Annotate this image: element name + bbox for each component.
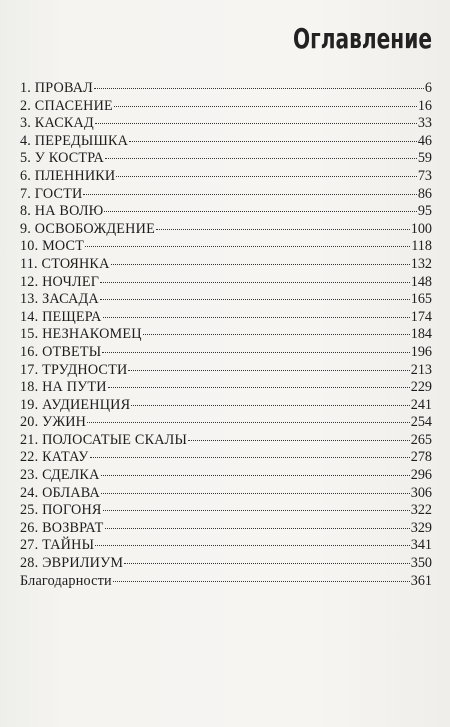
toc-entry-page-number: 6 bbox=[424, 80, 432, 96]
toc-entry bbox=[20, 520, 432, 538]
toc-entry-page-number: 174 bbox=[410, 308, 432, 325]
toc-entry-title: 6. ПЛЕННИКИ bbox=[20, 167, 116, 184]
toc-entry-page-number: 265 bbox=[410, 431, 432, 448]
page-title: Оглавление bbox=[293, 22, 432, 55]
toc-entry-page-number: 278 bbox=[410, 449, 432, 466]
toc-entry bbox=[20, 362, 432, 380]
toc-entry bbox=[20, 133, 432, 151]
dot-leader bbox=[90, 457, 410, 458]
dot-leader bbox=[101, 493, 410, 494]
toc-entry bbox=[20, 80, 432, 98]
dot-leader bbox=[156, 229, 410, 230]
toc-entry-title: 10. МОСТ bbox=[20, 238, 85, 255]
toc-entry bbox=[20, 256, 432, 274]
toc-entry-page-number: 100 bbox=[410, 220, 432, 237]
toc-entry bbox=[20, 344, 432, 362]
toc-entry bbox=[20, 221, 432, 239]
dot-leader bbox=[103, 510, 410, 511]
toc-entry-title: 26. ВОЗВРАТ bbox=[20, 519, 104, 536]
toc-entry-title: 11. СТОЯНКА bbox=[20, 255, 110, 272]
dot-leader bbox=[83, 194, 416, 195]
dot-leader bbox=[129, 141, 417, 142]
toc-entry bbox=[20, 309, 432, 327]
toc-entry bbox=[20, 502, 432, 520]
toc-entry-title: 18. НА ПУТИ bbox=[20, 379, 107, 396]
dot-leader bbox=[100, 299, 410, 300]
toc-entry-page-number: 229 bbox=[410, 379, 432, 396]
toc-entry bbox=[20, 573, 432, 591]
toc-entry-title: 12. НОЧЛЕГ bbox=[20, 273, 100, 290]
toc-entry-page-number: 86 bbox=[417, 185, 432, 202]
toc-entry bbox=[20, 168, 432, 186]
toc-entry-page-number: 213 bbox=[410, 361, 432, 378]
toc-entry bbox=[20, 326, 432, 344]
toc-entry-title: 17. ТРУДНОСТИ bbox=[20, 361, 128, 378]
toc-entry-page-number: 73 bbox=[417, 167, 432, 184]
dot-leader bbox=[94, 88, 424, 89]
toc-entry-title: 2. СПАСЕНИЕ bbox=[20, 97, 113, 114]
toc-entry-page-number: 165 bbox=[410, 291, 432, 308]
toc-entry-page-number: 254 bbox=[410, 414, 432, 431]
toc-entry-page-number: 350 bbox=[410, 555, 432, 572]
toc-entry-title: 14. ПЕЩЕРА bbox=[20, 308, 102, 325]
toc-entry bbox=[20, 98, 432, 116]
toc-entry bbox=[20, 238, 432, 256]
dot-leader bbox=[95, 123, 417, 124]
toc-entry-page-number: 95 bbox=[417, 203, 432, 220]
dot-leader bbox=[95, 545, 410, 546]
toc-entry bbox=[20, 397, 432, 415]
toc-entry bbox=[20, 467, 432, 485]
toc-entry-title: 8. НА ВОЛЮ bbox=[20, 203, 104, 220]
toc-entry-title: 7. ГОСТИ bbox=[20, 185, 83, 202]
toc-entry bbox=[20, 449, 432, 467]
toc-entry-title: 9. ОСВОБОЖДЕНИЕ bbox=[20, 220, 155, 237]
toc-entry-title: 20. УЖИН bbox=[20, 414, 87, 431]
toc-entry-page-number: 329 bbox=[410, 519, 432, 536]
toc-entry-page-number: 33 bbox=[417, 115, 432, 132]
dot-leader bbox=[105, 528, 410, 529]
dot-leader bbox=[108, 387, 410, 388]
toc-entry-title: Благодарности bbox=[20, 572, 112, 589]
table-of-contents bbox=[20, 80, 432, 590]
dot-leader bbox=[100, 282, 410, 283]
dot-leader bbox=[103, 317, 410, 318]
toc-entry-title: 4. ПЕРЕДЫШКА bbox=[20, 132, 129, 149]
toc-entry bbox=[20, 291, 432, 309]
toc-entry-page-number: 322 bbox=[410, 502, 432, 519]
dot-leader bbox=[143, 334, 410, 335]
dot-leader bbox=[124, 563, 410, 564]
dot-leader bbox=[111, 264, 410, 265]
toc-entry-page-number: 59 bbox=[417, 150, 432, 167]
toc-entry-title: 21. ПОЛОСАТЫЕ СКАЛЫ bbox=[20, 431, 188, 448]
toc-entry bbox=[20, 555, 432, 573]
toc-entry bbox=[20, 432, 432, 450]
dot-leader bbox=[116, 176, 416, 177]
toc-entry-title: 13. ЗАСАДА bbox=[20, 291, 99, 308]
dot-leader bbox=[113, 581, 410, 582]
toc-entry-page-number: 148 bbox=[410, 273, 432, 290]
toc-entry-page-number: 196 bbox=[410, 343, 432, 360]
toc-entry-page-number: 118 bbox=[411, 238, 432, 255]
toc-entry-title: 23. СДЕЛКА bbox=[20, 467, 100, 484]
toc-entry bbox=[20, 203, 432, 221]
toc-entry bbox=[20, 150, 432, 168]
toc-entry bbox=[20, 414, 432, 432]
toc-entry-title: 3. КАСКАД bbox=[20, 115, 94, 132]
toc-entry bbox=[20, 379, 432, 397]
dot-leader bbox=[104, 211, 416, 212]
dot-leader bbox=[128, 370, 409, 371]
toc-entry-title: 1. ПРОВАЛ bbox=[20, 80, 93, 96]
toc-entry-page-number: 341 bbox=[410, 537, 432, 554]
toc-entry-page-number: 46 bbox=[417, 132, 432, 149]
toc-entry-title: 16. ОТВЕТЫ bbox=[20, 343, 102, 360]
toc-entry bbox=[20, 537, 432, 555]
toc-entry-title: 25. ПОГОНЯ bbox=[20, 502, 102, 519]
dot-leader bbox=[102, 352, 409, 353]
toc-entry-page-number: 241 bbox=[410, 396, 432, 413]
toc-entry-page-number: 361 bbox=[410, 572, 432, 589]
toc-entry bbox=[20, 274, 432, 292]
toc-entry bbox=[20, 186, 432, 204]
toc-entry bbox=[20, 115, 432, 133]
dot-leader bbox=[114, 106, 417, 107]
dot-leader bbox=[131, 405, 409, 406]
dot-leader bbox=[85, 246, 410, 247]
dot-leader bbox=[87, 422, 410, 423]
toc-entry-page-number: 16 bbox=[417, 97, 432, 114]
toc-entry-page-number: 306 bbox=[410, 484, 432, 501]
toc-entry-title: 15. НЕЗНАКОМЕЦ bbox=[20, 326, 142, 343]
toc-entry-page-number: 132 bbox=[410, 255, 432, 272]
dot-leader bbox=[188, 440, 410, 441]
toc-entry bbox=[20, 485, 432, 503]
dot-leader bbox=[105, 158, 417, 159]
toc-entry-title: 5. У КОСТРА bbox=[20, 150, 104, 167]
toc-entry-title: 24. ОБЛАВА bbox=[20, 484, 101, 501]
dot-leader bbox=[101, 475, 410, 476]
toc-entry-title: 19. АУДИЕНЦИЯ bbox=[20, 396, 131, 413]
toc-entry-page-number: 184 bbox=[410, 326, 432, 343]
toc-entry-page-number: 296 bbox=[410, 467, 432, 484]
toc-entry-title: 28. ЭВРИЛИУМ bbox=[20, 555, 124, 572]
toc-entry-title: 27. ТАЙНЫ bbox=[20, 537, 95, 554]
toc-entry-title: 22. КАТАУ bbox=[20, 449, 89, 466]
